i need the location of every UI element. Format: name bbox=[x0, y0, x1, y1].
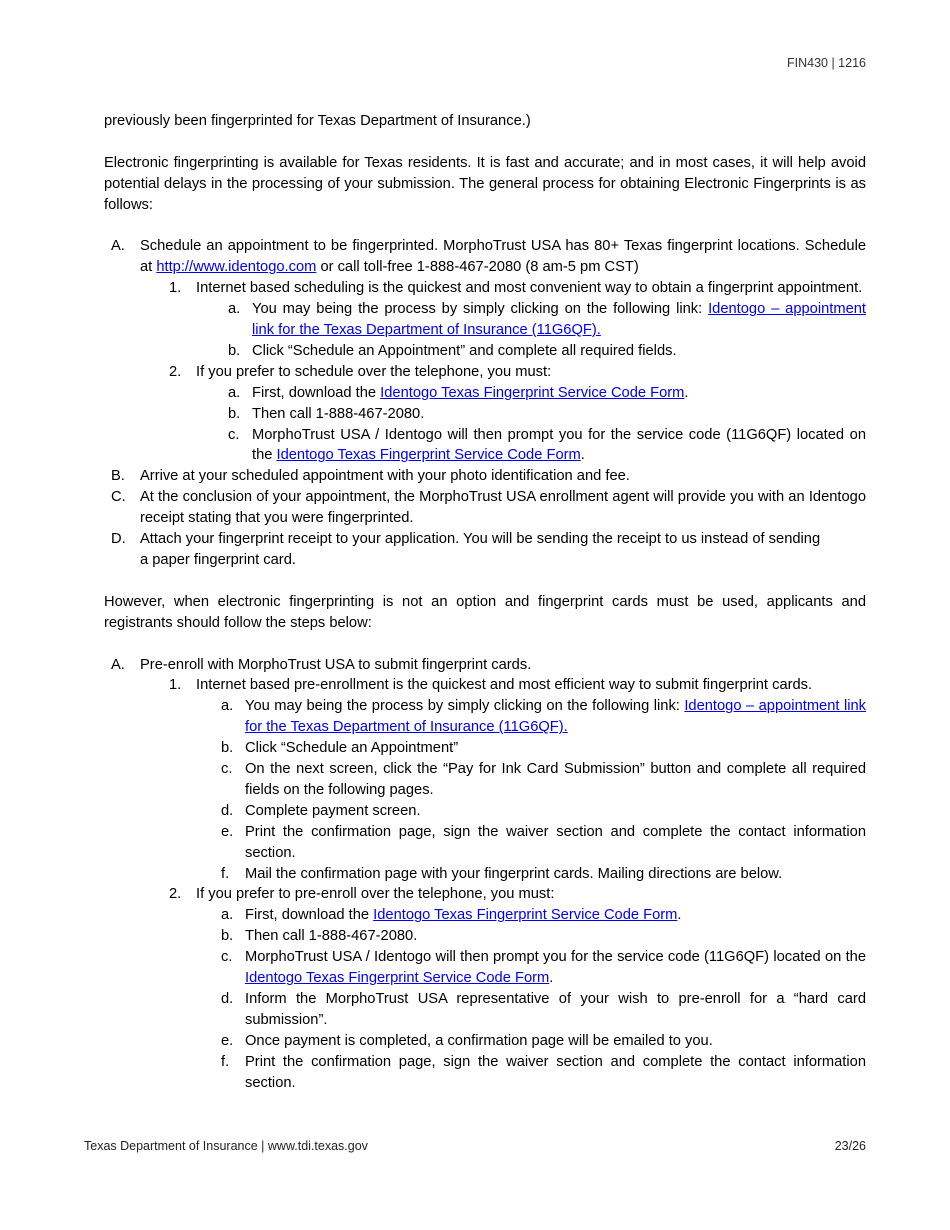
service-code-form-link[interactable]: Identogo Texas Fingerprint Service Code Form bbox=[373, 907, 678, 924]
list-item: b. Click “Schedule an Appointment” and complete all required fields. bbox=[104, 341, 866, 362]
list-marker: e. bbox=[221, 823, 234, 840]
list-marker: d. bbox=[221, 802, 234, 819]
list-item: 2. If you prefer to pre-enroll over the telephone, you must: bbox=[104, 884, 866, 905]
document-body bbox=[104, 111, 866, 1094]
appointment-link[interactable]: Identogo – appointment link for the Texas Department of Insurance (11G6QF). bbox=[245, 698, 866, 736]
list-item: A. Schedule an appointment to be fingerprinted. MorphoTrust USA has 80+ Texas fingerprint locations. Schedule at http://www.identogo.com or call toll-free 1-888-467-2080 (8 am-5 pm CST) bbox=[111, 238, 866, 276]
electronic-intro: Electronic fingerprinting is available for Texas residents. It is fast and accurate; and in most cases, it will help avoid potential delays in the processing of your submission. The general process for obtaining Electronic Fingerprints is as follows: bbox=[104, 154, 866, 213]
list-item: a. First, download the Identogo Texas Fingerprint Service Code Form. bbox=[104, 905, 866, 926]
list-item: 1. Internet based scheduling is the quickest and most convenient way to obtain a fingerprint appointment. bbox=[104, 278, 866, 299]
list-item: a. First, download the Identogo Texas Fingerprint Service Code Form. bbox=[104, 383, 866, 404]
page-number: 23/26 bbox=[834, 1139, 866, 1153]
identogo-website-link[interactable]: http://www.identogo.com bbox=[156, 259, 317, 276]
list-marker: c. bbox=[221, 761, 233, 778]
list-marker: 1. bbox=[169, 280, 182, 297]
list-item: D. Attach your fingerprint receipt to your application. You will be sending the receipt to us instead of sending a paper fingerprint card. bbox=[111, 531, 821, 568]
list-marker: D. bbox=[111, 531, 126, 548]
carry-over-text: previously been fingerprinted for Texas Department of Insurance.) bbox=[104, 113, 531, 129]
list-marker: a. bbox=[228, 301, 241, 318]
list-item: e. Print the confirmation page, sign the waiver section and complete the contact information section. bbox=[221, 823, 866, 861]
list-item: f. Mail the confirmation page with your fingerprint cards. Mailing directions are below. bbox=[104, 864, 866, 885]
list-marker: f. bbox=[221, 865, 230, 882]
list-marker: c. bbox=[221, 949, 233, 966]
service-code-form-link[interactable]: Identogo Texas Fingerprint Service Code Form bbox=[380, 384, 685, 401]
list-marker: b. bbox=[228, 405, 241, 422]
list-item: d. Inform the MorphoTrust USA representative of your wish to pre-enroll for a “hard card submission”. bbox=[221, 991, 866, 1028]
list-item: c. On the next screen, click the “Pay for Ink Card Submission” button and complete all required fields on the following pages. bbox=[221, 761, 866, 798]
service-code-form-link[interactable]: Identogo Texas Fingerprint Service Code Form bbox=[245, 970, 550, 987]
list-marker: b. bbox=[221, 740, 234, 757]
list-item: b. Then call 1-888-467-2080. bbox=[104, 404, 866, 425]
list-marker: 2. bbox=[169, 886, 182, 903]
list-marker: a. bbox=[221, 698, 234, 715]
list-item: B. Arrive at your scheduled appointment with your photo identification and fee. bbox=[104, 466, 866, 487]
list-marker: d. bbox=[221, 991, 234, 1007]
list-marker: A. bbox=[111, 238, 125, 255]
list-marker: B. bbox=[111, 468, 125, 485]
cards-intro: However, when electronic fingerprinting is not an option and fingerprint cards must be used, applicants and registrants should follow the steps below: bbox=[104, 593, 866, 631]
list-item: 2. If you prefer to schedule over the telephone, you must: bbox=[104, 362, 866, 383]
list-item: a. You may being the process by simply clicking on the following link: Identogo – appointment link for the Texas Department of Insurance (11G6QF). bbox=[221, 698, 866, 736]
list-item: e. Once payment is completed, a confirmation page will be emailed to you. bbox=[104, 1031, 866, 1052]
list-marker: b. bbox=[228, 342, 241, 359]
list-item: b. Then call 1-888-467-2080. bbox=[104, 926, 866, 947]
footer-org: Texas Department of Insurance | www.tdi.texas.gov bbox=[84, 1139, 368, 1153]
list-item: C. At the conclusion of your appointment, the MorphoTrust USA enrollment agent will provide you with an Identogo receipt stating that you were fingerprinted. bbox=[111, 489, 866, 527]
form-id: FIN430 | 1216 bbox=[787, 56, 866, 70]
list-item: a. You may being the process by simply clicking on the following link: Identogo – appointment link for the Texas Department of Insurance (11G6QF). bbox=[228, 301, 866, 339]
list-item: 1. Internet based pre-enrollment is the quickest and most efficient way to submit fingerprint cards. bbox=[104, 675, 866, 696]
list-marker: f. bbox=[221, 1053, 230, 1070]
list-item: d. Complete payment screen. bbox=[104, 801, 866, 822]
service-code-form-link[interactable]: Identogo Texas Fingerprint Service Code Form bbox=[276, 447, 581, 464]
appointment-link[interactable]: Identogo – appointment link for the Texas Department of Insurance (11G6QF). bbox=[252, 301, 866, 339]
list-marker: c. bbox=[228, 426, 240, 443]
list-marker: e. bbox=[221, 1032, 234, 1049]
list-marker: 1. bbox=[169, 677, 182, 694]
list-item: b. Click “Schedule an Appointment” bbox=[104, 738, 866, 759]
list-marker: C. bbox=[111, 489, 126, 506]
list-item: A. Pre-enroll with MorphoTrust USA to submit fingerprint cards. bbox=[104, 655, 866, 676]
list-marker: b. bbox=[221, 928, 234, 945]
list-item: c. MorphoTrust USA / Identogo will then prompt you for the service code (11G6QF) located on the Identogo Texas Fingerprint Service Code Form. bbox=[228, 426, 866, 464]
list-marker: A. bbox=[111, 656, 125, 673]
list-marker: a. bbox=[228, 384, 241, 401]
list-marker: 2. bbox=[169, 363, 182, 380]
list-item: f. Print the confirmation page, sign the waiver section and complete the contact information section. bbox=[221, 1053, 866, 1091]
list-marker: a. bbox=[221, 907, 234, 924]
list-item: c. MorphoTrust USA / Identogo will then prompt you for the service code (11G6QF) located on the Identogo Texas Fingerprint Service Code Form. bbox=[221, 949, 866, 987]
